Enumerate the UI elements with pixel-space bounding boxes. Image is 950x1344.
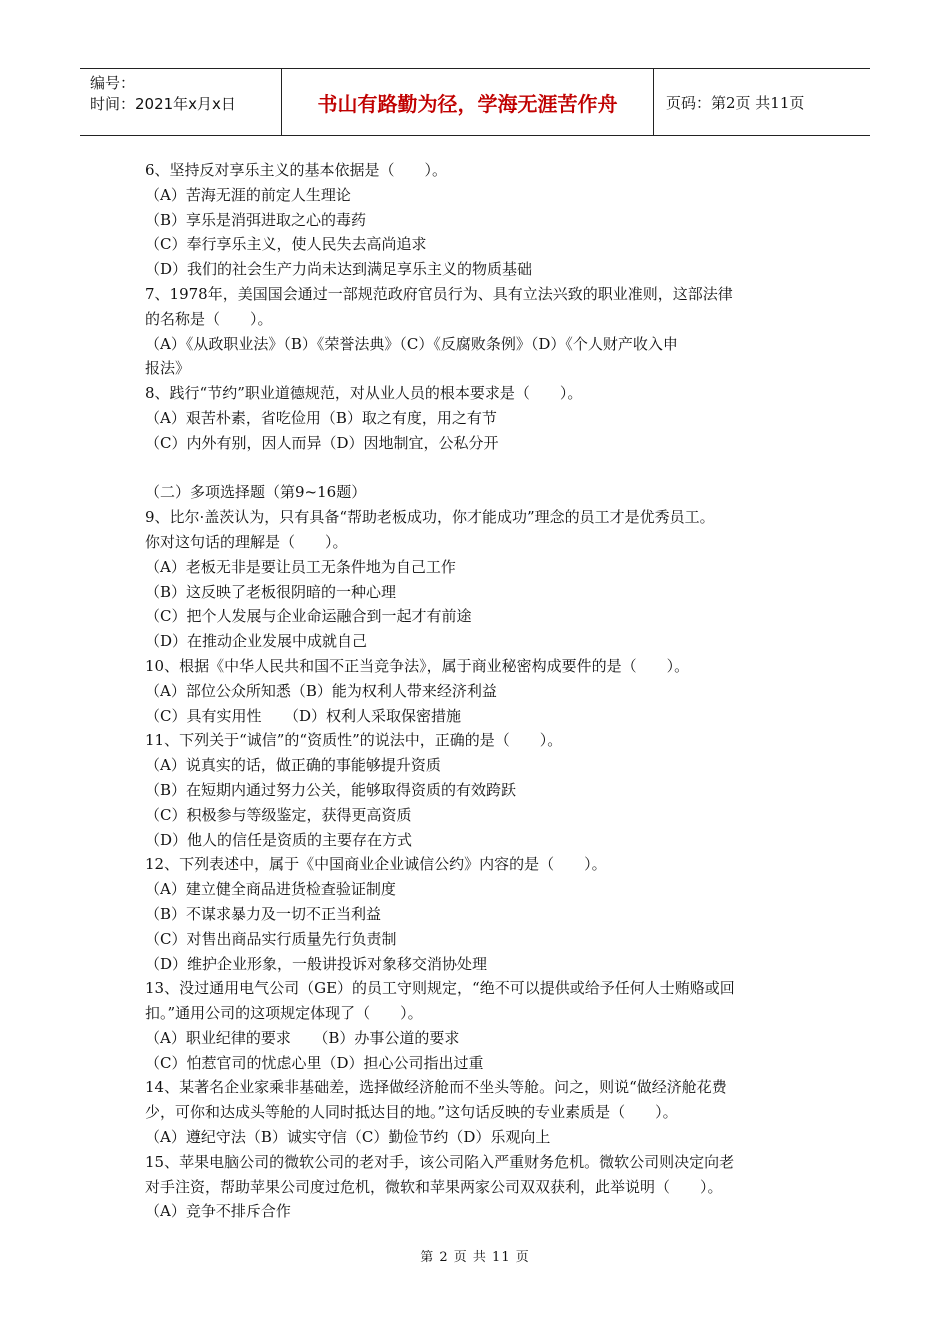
text-line: 对手注资，帮助苹果公司度过危机，微软和苹果两家公司双双获利，此举说明（ ）。 (145, 1177, 723, 1196)
text-line: 报法》 (145, 359, 191, 378)
text-line: （A）遵纪守法（B）诚实守信（C）勤俭节约（D）乐观向上 (145, 1128, 551, 1147)
header-motto: 书山有路勤为径，学海无涯苦作舟 (282, 69, 654, 135)
text-line: （C）具有实用性 （D）权利人采取保密措施 (145, 706, 462, 725)
text-line: （A）竞争不排斥合作 (145, 1202, 291, 1221)
text-line: （A）老板无非是要让员工无条件地为自己工作 (145, 557, 456, 576)
text-line: 10、根据《中华人民共和国不正当竞争法》，属于商业秘密构成要件的是（ ）。 (145, 656, 690, 675)
text-line: （C）积极参与等级鉴定，获得更高资质 (145, 805, 412, 824)
text-line: 少，可你和达成头等舱的人同时抵达目的地。”这句话反映的专业素质是（ ）。 (145, 1103, 678, 1122)
text-line: （B）这反映了老板很阴暗的一种心理 (145, 582, 397, 601)
text-line: （A）艰苦朴素，省吃俭用（B）取之有度，用之有节 (145, 408, 497, 427)
text-line: 9、比尔·盖茨认为，只有具备“帮助老板成功，你才能成功”理念的员工才是优秀员工。 (145, 508, 715, 527)
text-line: （C）把个人发展与企业命运融合到一起才有前途 (145, 607, 472, 626)
page-footer: 第 2 页 共 11 页 (420, 1250, 530, 1265)
document-date: 时间：2021年x月x日 (90, 95, 236, 113)
text-line: （D）在推动企业发展中成就自己 (145, 632, 368, 651)
text-line: （A）苦海无涯的前定人生理论 (145, 185, 351, 204)
text-line: 6、坚持反对享乐主义的基本依据是（ ）。 (145, 161, 448, 179)
header-page-info: 页码：第2页 共11页 (666, 93, 805, 112)
page-header (80, 68, 870, 136)
document-body (145, 158, 810, 1224)
text-line: 扣。”通用公司的这项规定体现了（ ）。 (145, 1004, 423, 1023)
text-line: （C）怕惹官司的忧虑心里（D）担心公司指出过重 (145, 1053, 484, 1072)
text-line: 12、下列表述中，属于《中国商业企业诚信公约》内容的是（ ）。 (145, 855, 607, 874)
text-line: （A）部位公众所知悉（B）能为权利人带来经济利益 (145, 681, 497, 700)
text-line: 14、某著名企业家乘非基础差，选择做经济舱而不坐头等舱。问之，则说“做经济舱花费 (145, 1078, 727, 1097)
text-line: （B）不谋求暴力及一切不正当利益 (145, 904, 382, 923)
text-line: 11、下列关于“诚信”的“资质性”的说法中，正确的是（ ）。 (145, 731, 563, 750)
text-line: （C）奉行享乐主义，使人民失去高尚追求 (145, 235, 427, 254)
text-line: 你对这句话的理解是（ ）。 (145, 532, 348, 551)
text-line: （A）职业纪律的要求 （B）办事公道的要求 (145, 1028, 460, 1047)
text-line: （二）多项选择题（第9~16题） (145, 483, 367, 502)
text-line: （D）我们的社会生产力尚未达到满足享乐主义的物质基础 (145, 260, 533, 279)
text-line: 15、苹果电脑公司的微软公司的老对手，该公司陷入严重财务危机。微软公司则决定向老 (145, 1152, 735, 1171)
text-line: （A）说真实的话，做正确的事能够提升资质 (145, 756, 441, 775)
text-line: 8、践行“节约”职业道德规范，对从业人员的根本要求是（ ）。 (145, 384, 583, 403)
text-line: 的名称是（ ）。 (145, 309, 273, 328)
text-line: （A）建立健全商品进货检查验证制度 (145, 880, 396, 899)
text-line: 7、1978年，美国国会通过一部规范政府官员行为、具有立法兴致的职业准则，这部法律 (145, 284, 733, 303)
document-number-label: 编号： (90, 74, 136, 92)
blank-line (145, 456, 810, 481)
header-meta (80, 69, 282, 135)
text-line: （A）《从政职业法》（B）《荣誉法典》（C）《反腐败条例》（D）《个人财产收入申 (145, 334, 678, 353)
text-line: （C）对售出商品实行质量先行负责制 (145, 929, 397, 948)
text-line: （D）维护企业形象，一般讲投诉对象移交消协处理 (145, 954, 488, 973)
text-line: 13、没过通用电气公司（GE）的员工守则规定，“绝不可以提供或给予任何人士贿赂或回 (145, 979, 735, 998)
text-line: （C）内外有别，因人而异（D）因地制宜，公私分开 (145, 433, 499, 452)
text-line: （B）享乐是消弭进取之心的毒药 (145, 210, 367, 229)
text-line: （B）在短期内通过努力公关，能够取得资质的有效跨跃 (145, 780, 517, 799)
text-line: （D）他人的信任是资质的主要存在方式 (145, 830, 413, 849)
